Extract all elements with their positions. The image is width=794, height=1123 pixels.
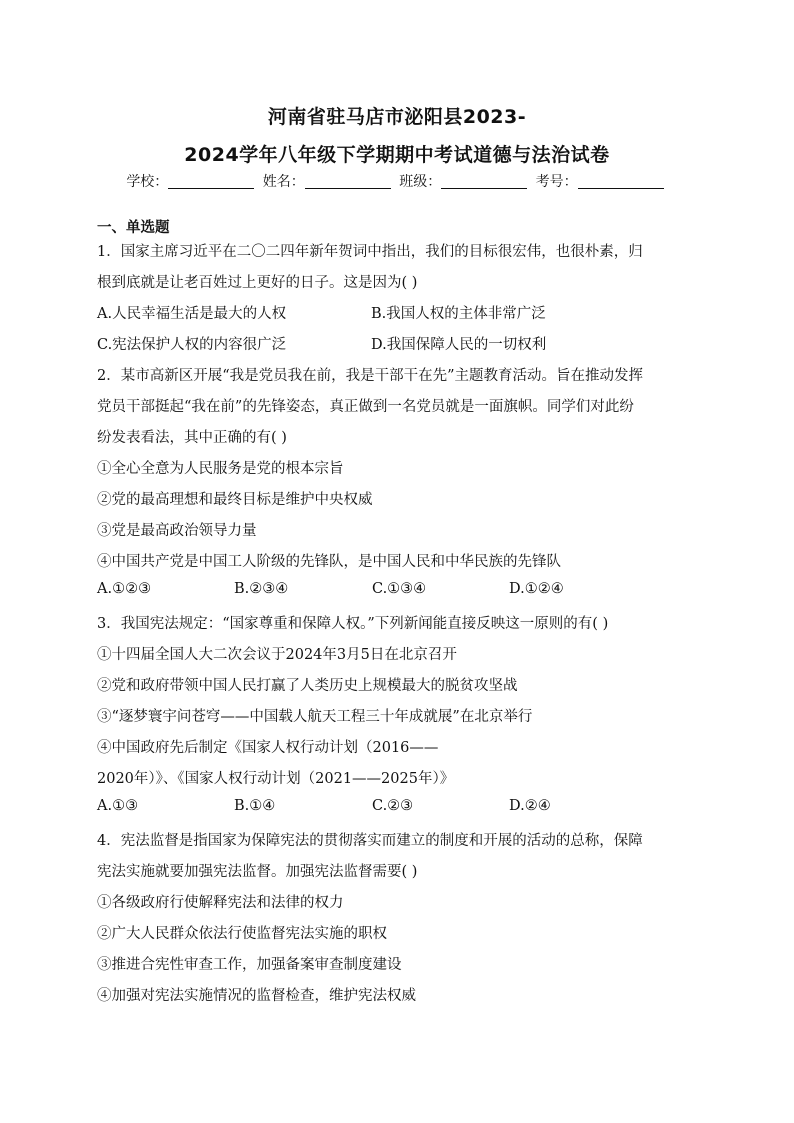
question-2-stem-line: 纷发表看法，其中正确的有( ) xyxy=(97,430,287,446)
class-blank xyxy=(441,174,527,189)
question-4-statement-3: ③推进合宪性审查工作，加强备案审查制度建设 xyxy=(97,957,402,973)
question-2-stem-line: 2．某市高新区开展“我是党员我在前，我是干部干在先”主题教育活动。旨在推动发挥 xyxy=(97,368,644,384)
question-1-option-c: C.宪法保护人权的内容很广泛 xyxy=(97,337,287,353)
question-3-option-a: A.①③ xyxy=(97,798,139,814)
question-4-statement-1: ①各级政府行使解释宪法和法律的权力 xyxy=(97,895,344,911)
question-4-stem-line: 宪法实施就要加强宪法监督。加强宪法监督需要( ) xyxy=(97,864,418,880)
question-2-statement-2: ②党的最高理想和最终目标是维护中央权威 xyxy=(97,492,373,508)
name-blank xyxy=(305,174,391,189)
question-2-statement-3: ③党是最高政治领导力量 xyxy=(97,523,257,539)
student-info-row xyxy=(0,171,794,191)
name-label: 姓名： xyxy=(262,174,305,190)
question-2-option-a: A.①②③ xyxy=(97,581,152,597)
question-3-statement-4-cont: 2020年）》、《国家人权行动计划（2021——2025年）》 xyxy=(97,771,455,787)
question-1-option-a: A.人民幸福生活是最大的人权 xyxy=(97,306,287,322)
question-1-option-b: B.我国人权的主体非常广泛 xyxy=(371,306,546,322)
question-4-statement-2: ②广大人民群众依法行使监督宪法实施的职权 xyxy=(97,926,387,942)
question-1-stem-line: 1．国家主席习近平在二〇二四年新年贺词中指出，我们的目标很宏伟，也很朴素，归 xyxy=(97,244,643,260)
exam-number-blank xyxy=(578,174,664,189)
question-2-stem-line: 党员干部挺起“我在前”的先锋姿态，真正做到一名党员就是一面旗帜。同学们对此纷 xyxy=(97,399,634,415)
exam-number-label: 考号： xyxy=(535,174,578,190)
question-2-option-c: C.①③④ xyxy=(372,581,427,597)
school-label: 学校： xyxy=(126,174,169,190)
question-2-option-d: D.①②④ xyxy=(509,581,564,597)
exam-title-line2: 2024学年八年级下学期期中考试道德与法治试卷 xyxy=(184,144,610,166)
question-2-statement-4: ④中国共产党是中国工人阶级的先锋队，是中国人民和中华民族的先锋队 xyxy=(97,554,561,570)
question-3-option-b: B.①④ xyxy=(234,798,276,814)
question-3-statement-2: ②党和政府带领中国人民打赢了人类历史上规模最大的脱贫攻坚战 xyxy=(97,678,518,694)
question-4-statement-4: ④加强对宪法实施情况的监督检查，维护宪法权威 xyxy=(97,988,416,1004)
school-blank xyxy=(168,174,254,189)
question-3-option-c: C.②③ xyxy=(372,798,414,814)
section-heading: 一、单选题 xyxy=(97,220,170,236)
question-3-stem-line: 3．我国宪法规定：“国家尊重和保障人权。”下列新闻能直接反映这一原则的有( ) xyxy=(97,616,609,632)
class-label: 班级： xyxy=(399,174,442,190)
question-3-statement-1: ①十四届全国人大二次会议于2024年3月5日在北京召开 xyxy=(97,647,457,663)
question-2-option-b: B.②③④ xyxy=(234,581,289,597)
question-1-option-d: D.我国保障人民的一切权利 xyxy=(371,337,547,353)
question-4-stem-line: 4．宪法监督是指国家为保障宪法的贯彻落实而建立的制度和开展的活动的总称，保障 xyxy=(97,833,643,849)
question-3-statement-4: ④中国政府先后制定《国家人权行动计划（2016—— xyxy=(97,740,439,756)
exam-title-line1: 河南省驻马店市泌阳县2023- xyxy=(267,106,527,128)
question-3-option-d: D.②④ xyxy=(509,798,551,814)
question-2-statement-1: ①全心全意为人民服务是党的根本宗旨 xyxy=(97,461,344,477)
question-1-stem-line: 根到底就是让老百姓过上更好的日子。这是因为( ) xyxy=(97,275,418,291)
question-3-statement-3: ③“逐梦寰宇问苍穹——中国载人航天工程三十年成就展”在北京举行 xyxy=(97,709,533,725)
